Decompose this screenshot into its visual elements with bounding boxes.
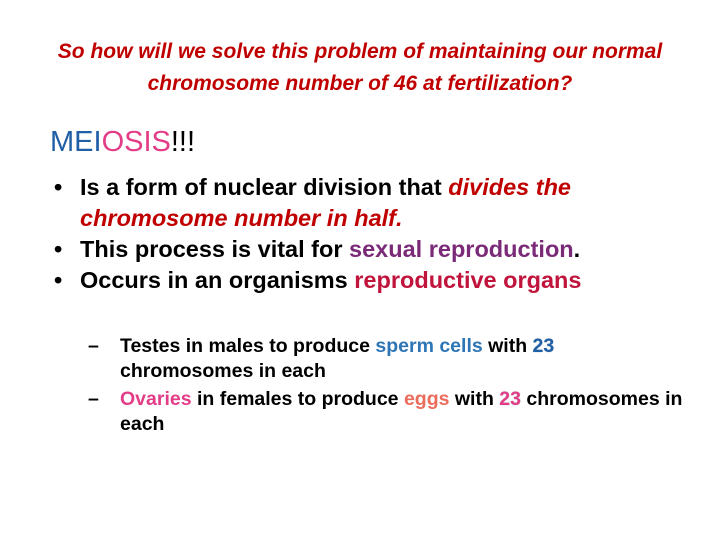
bullet-emphasis: divides the chromosome number in half. bbox=[80, 174, 571, 231]
bullet-dot: • bbox=[54, 174, 63, 200]
slide-title: So how will we solve this problem of maintaining our normal chromosome number of 46 at fertilization? bbox=[57, 40, 663, 95]
bullet-text: Is a form of nuclear division that bbox=[80, 174, 449, 200]
sub-text: with bbox=[449, 388, 500, 410]
number-23: 23 bbox=[532, 335, 555, 357]
dash-marker: – bbox=[88, 335, 99, 357]
sub-text: in females to produce bbox=[191, 388, 404, 410]
bullet-list bbox=[50, 172, 700, 296]
dash-marker: – bbox=[88, 388, 99, 410]
eggs-text: eggs bbox=[403, 388, 450, 410]
sub-bullet-item bbox=[88, 334, 688, 384]
heading-osis: OSIS bbox=[101, 126, 171, 158]
meiosis-heading bbox=[50, 124, 195, 160]
sub-text: Testes in males to produce bbox=[120, 335, 376, 357]
bullet-item bbox=[50, 172, 700, 234]
sub-text: chromosomes in each bbox=[120, 388, 683, 435]
bullet-dot: • bbox=[54, 267, 63, 293]
sub-text: chromosomes in each bbox=[120, 360, 326, 382]
bullet-item bbox=[50, 265, 700, 296]
bullet-text: This process is vital for bbox=[80, 236, 350, 262]
number-23: 23 bbox=[499, 388, 521, 410]
heading-mei: MEI bbox=[50, 126, 102, 158]
bullet-emphasis: reproductive organs bbox=[354, 267, 582, 293]
heading-exclaim: !!! bbox=[170, 126, 196, 158]
bullet-text-end: . bbox=[573, 236, 581, 262]
sub-bullet-item bbox=[88, 387, 688, 437]
sub-text: with bbox=[482, 335, 533, 357]
bullet-text: Occurs in an organisms bbox=[80, 267, 355, 293]
sub-bullet-list bbox=[88, 334, 688, 440]
sperm-cells-text: sperm cells bbox=[375, 335, 483, 357]
bullet-dot: • bbox=[54, 236, 63, 262]
bullet-emphasis: sexual reproduction bbox=[349, 236, 574, 262]
ovaries-text: Ovaries bbox=[120, 388, 192, 410]
bullet-item bbox=[50, 234, 700, 265]
